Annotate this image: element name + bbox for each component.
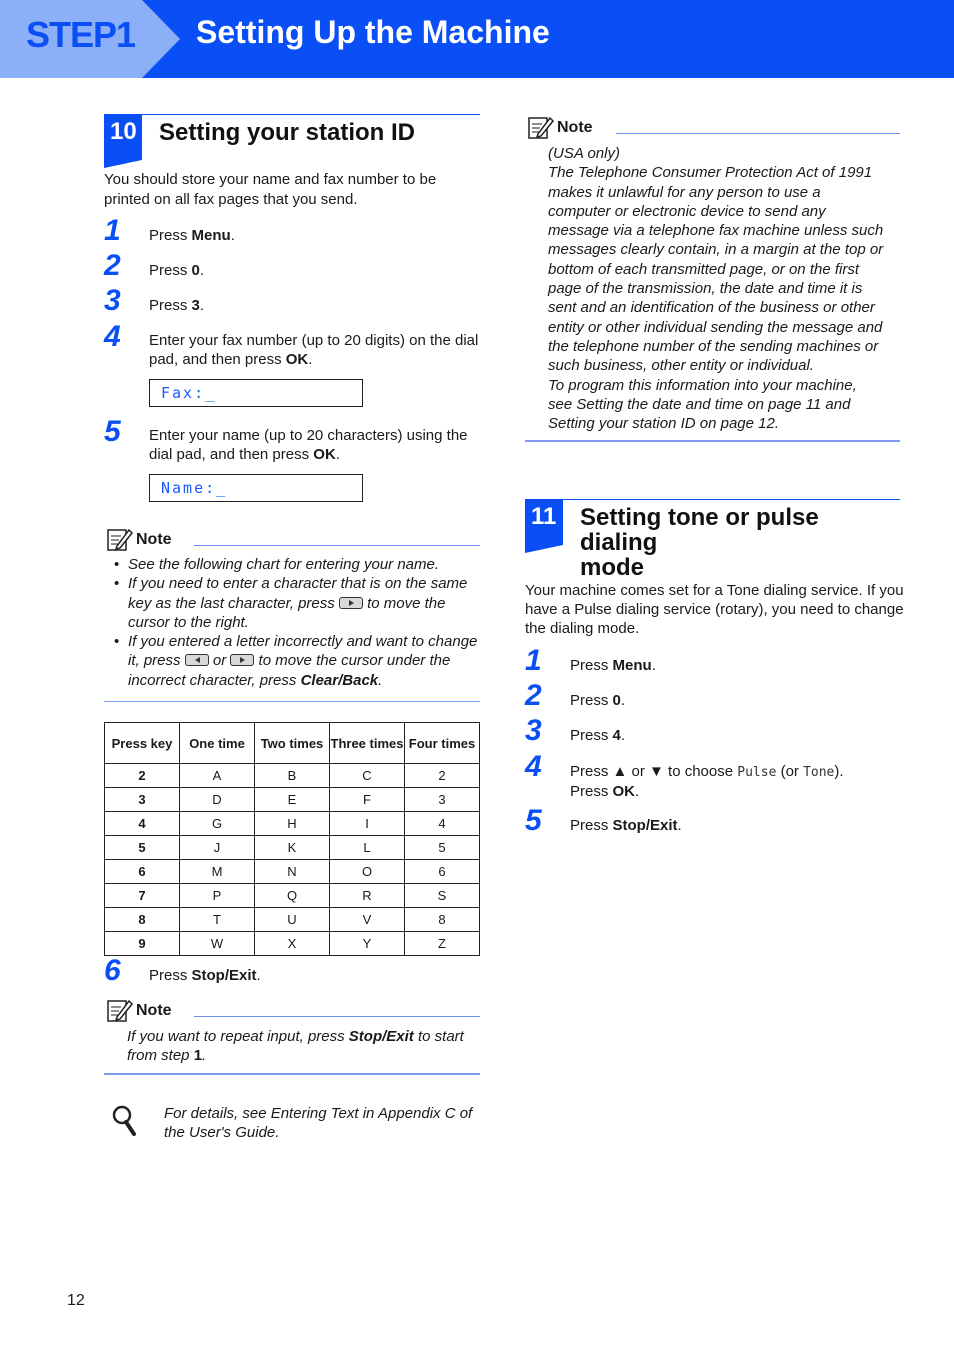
step-label: STEP1	[26, 14, 136, 55]
step-text: Press ▲ or ▼ to choose Pulse (or Tone). Press OK.	[570, 763, 844, 800]
step-tab	[0, 0, 180, 78]
table-row	[105, 788, 480, 812]
note-line: (USA only)	[548, 145, 620, 162]
table-cell: 5	[105, 836, 180, 860]
table-header: Press key	[105, 723, 180, 764]
note-label: Note	[557, 119, 593, 136]
step-number: 2	[525, 679, 542, 712]
table-cell: G	[180, 812, 255, 836]
note-line: computer or electronic device to send any	[548, 202, 826, 220]
table-cell: F	[330, 788, 405, 812]
step-number: 3	[104, 284, 121, 317]
table-cell: X	[255, 932, 330, 956]
note-end-rule	[525, 440, 900, 442]
table-cell: P	[180, 884, 255, 908]
note-label: Note	[136, 1002, 172, 1019]
table-cell: 3	[105, 788, 180, 812]
note-line: sent and an identification of the business or other	[548, 299, 875, 317]
right-arrow-button-icon	[339, 597, 363, 609]
section-10-heading	[104, 114, 480, 164]
table-row	[105, 860, 480, 884]
table-header: Four times	[405, 723, 480, 764]
step-text: Press Menu.	[570, 657, 656, 674]
table-cell: T	[180, 908, 255, 932]
table-row	[105, 836, 480, 860]
table-cell: W	[180, 932, 255, 956]
note-line: the telephone number of the sending machines or	[548, 337, 879, 355]
table-cell: S	[405, 884, 480, 908]
table-row	[105, 812, 480, 836]
magnifier-icon	[110, 1104, 138, 1136]
table-cell: Q	[255, 884, 330, 908]
table-cell: E	[255, 788, 330, 812]
note-heading	[106, 527, 480, 553]
step-number: 6	[104, 954, 121, 987]
left-arrow-button-icon	[185, 654, 209, 666]
table-cell: 2	[105, 764, 180, 788]
note-line: see Setting the date and time on page 11 and	[548, 395, 851, 413]
table-row	[105, 764, 480, 788]
lcd-display-fax: Fax:_	[149, 379, 363, 407]
note-line: entity or other individual sending the message and	[548, 318, 883, 336]
step-number: 3	[525, 714, 542, 747]
table-cell: I	[330, 812, 405, 836]
table-cell: 7	[105, 884, 180, 908]
note-rule	[194, 545, 480, 546]
page-header	[0, 0, 954, 78]
step-text: Enter your name (up to 20 characters) using the dial pad, and then press OK.	[149, 427, 468, 463]
step-number: 5	[525, 804, 542, 837]
lcd-display-name: Name:_	[149, 474, 363, 502]
table-header: One time	[180, 723, 255, 764]
step-text: Press Stop/Exit.	[570, 817, 682, 834]
table-cell: 3	[405, 788, 480, 812]
step-number: 1	[525, 644, 542, 677]
table-cell: M	[180, 860, 255, 884]
step-text: Press 0.	[149, 262, 205, 279]
note-pencil-icon	[106, 527, 134, 553]
character-table	[104, 722, 480, 956]
table-cell: Z	[405, 932, 480, 956]
note-line: The Telephone Consumer Protection Act of 1991	[548, 164, 873, 182]
note-rule	[194, 1016, 480, 1017]
page-title: Setting Up the Machine	[196, 14, 550, 50]
note-body	[106, 555, 482, 690]
table-cell: 6	[405, 860, 480, 884]
table-cell: C	[330, 764, 405, 788]
table-cell: 8	[105, 908, 180, 932]
step-text: Press Menu.	[149, 227, 235, 244]
note-end-rule	[104, 701, 480, 702]
table-cell: 9	[105, 932, 180, 956]
table-cell: Y	[330, 932, 405, 956]
table-cell: L	[330, 836, 405, 860]
note-bullet: • See the following chart for entering your name.	[106, 555, 482, 574]
note-line: Setting your station ID on page 12.	[548, 415, 779, 433]
note-rule	[616, 133, 900, 134]
step-text: Press 3.	[149, 297, 205, 314]
table-cell: V	[330, 908, 405, 932]
step-number: 2	[104, 249, 121, 282]
section-11-heading	[525, 499, 900, 581]
step-number: 4	[525, 750, 542, 783]
note-line: such business, other entity or individual.	[548, 357, 814, 375]
table-cell: 8	[405, 908, 480, 932]
step-number: 4	[104, 320, 121, 353]
note-line: makes it unlawful for any person to use a	[548, 183, 821, 201]
section-number: 11	[525, 499, 563, 545]
note-line: bottom of each transmitted page, or on the first	[548, 260, 860, 278]
table-cell: 4	[105, 812, 180, 836]
note-pencil-icon	[527, 115, 555, 141]
section-rule	[142, 114, 480, 115]
section-rule	[563, 499, 900, 500]
note-bullet: • If you need to enter a character that is on the same key as the last character, press to move the cursor to the right.	[106, 574, 482, 632]
step-text: Enter your fax number (up to 20 digits) on the dial pad, and then press OK.	[149, 332, 479, 368]
table-header: Two times	[255, 723, 330, 764]
table-row	[105, 884, 480, 908]
table-header: Three times	[330, 723, 405, 764]
table-cell: 5	[405, 836, 480, 860]
table-row	[105, 908, 480, 932]
table-cell: 2	[405, 764, 480, 788]
note-heading	[527, 115, 900, 141]
details-reference: For details, see Entering Text in Appendix C of the User's Guide.	[164, 1105, 473, 1141]
table-cell: D	[180, 788, 255, 812]
note-bullet: • If you entered a letter incorrectly and want to change it, press or to move the cursor under the incorrect character, press Clear/Back.	[106, 632, 482, 690]
note-line: page of the transmission, the date and time it is	[548, 280, 863, 298]
step-text: Press 4.	[570, 727, 626, 744]
step-text: Press Stop/Exit.	[149, 967, 261, 984]
section-title: Setting tone or pulse dialing mode	[580, 504, 819, 581]
table-cell: A	[180, 764, 255, 788]
section-10-intro: You should store your name and fax number to be printed on all fax pages that you send.	[104, 171, 437, 208]
tcpa-note-body	[548, 144, 908, 433]
note-label: Note	[136, 531, 172, 548]
table-cell: K	[255, 836, 330, 860]
note-line: To program this information into your machine,	[548, 376, 857, 394]
note-body: If you want to repeat input, press Stop/Exit to start from step 1.	[127, 1028, 464, 1065]
note-end-rule	[104, 1073, 480, 1075]
right-arrow-button-icon	[230, 654, 254, 666]
section-11-intro: Your machine comes set for a Tone dialing service. If you have a Pulse dialing service (rotary), you need to change the dialing mode.	[525, 582, 904, 637]
table-cell: 4	[405, 812, 480, 836]
table-cell: H	[255, 812, 330, 836]
note-pencil-icon	[106, 998, 134, 1024]
note-heading	[106, 998, 480, 1024]
step-number: 1	[104, 214, 121, 247]
table-cell: U	[255, 908, 330, 932]
table-cell: O	[330, 860, 405, 884]
table-cell: J	[180, 836, 255, 860]
section-title: Setting your station ID	[159, 119, 416, 146]
page-number: 12	[67, 1292, 85, 1309]
section-number: 10	[104, 114, 142, 160]
table-cell: B	[255, 764, 330, 788]
table-cell: N	[255, 860, 330, 884]
table-cell: 6	[105, 860, 180, 884]
table-cell: R	[330, 884, 405, 908]
step-number: 5	[104, 415, 121, 448]
note-line: messages clearly contain, in a margin at the top or	[548, 241, 884, 259]
table-row	[105, 932, 480, 956]
table-header-row	[105, 723, 480, 764]
step-text: Press 0.	[570, 692, 626, 709]
note-line: message via a telephone fax machine unless such	[548, 222, 884, 240]
